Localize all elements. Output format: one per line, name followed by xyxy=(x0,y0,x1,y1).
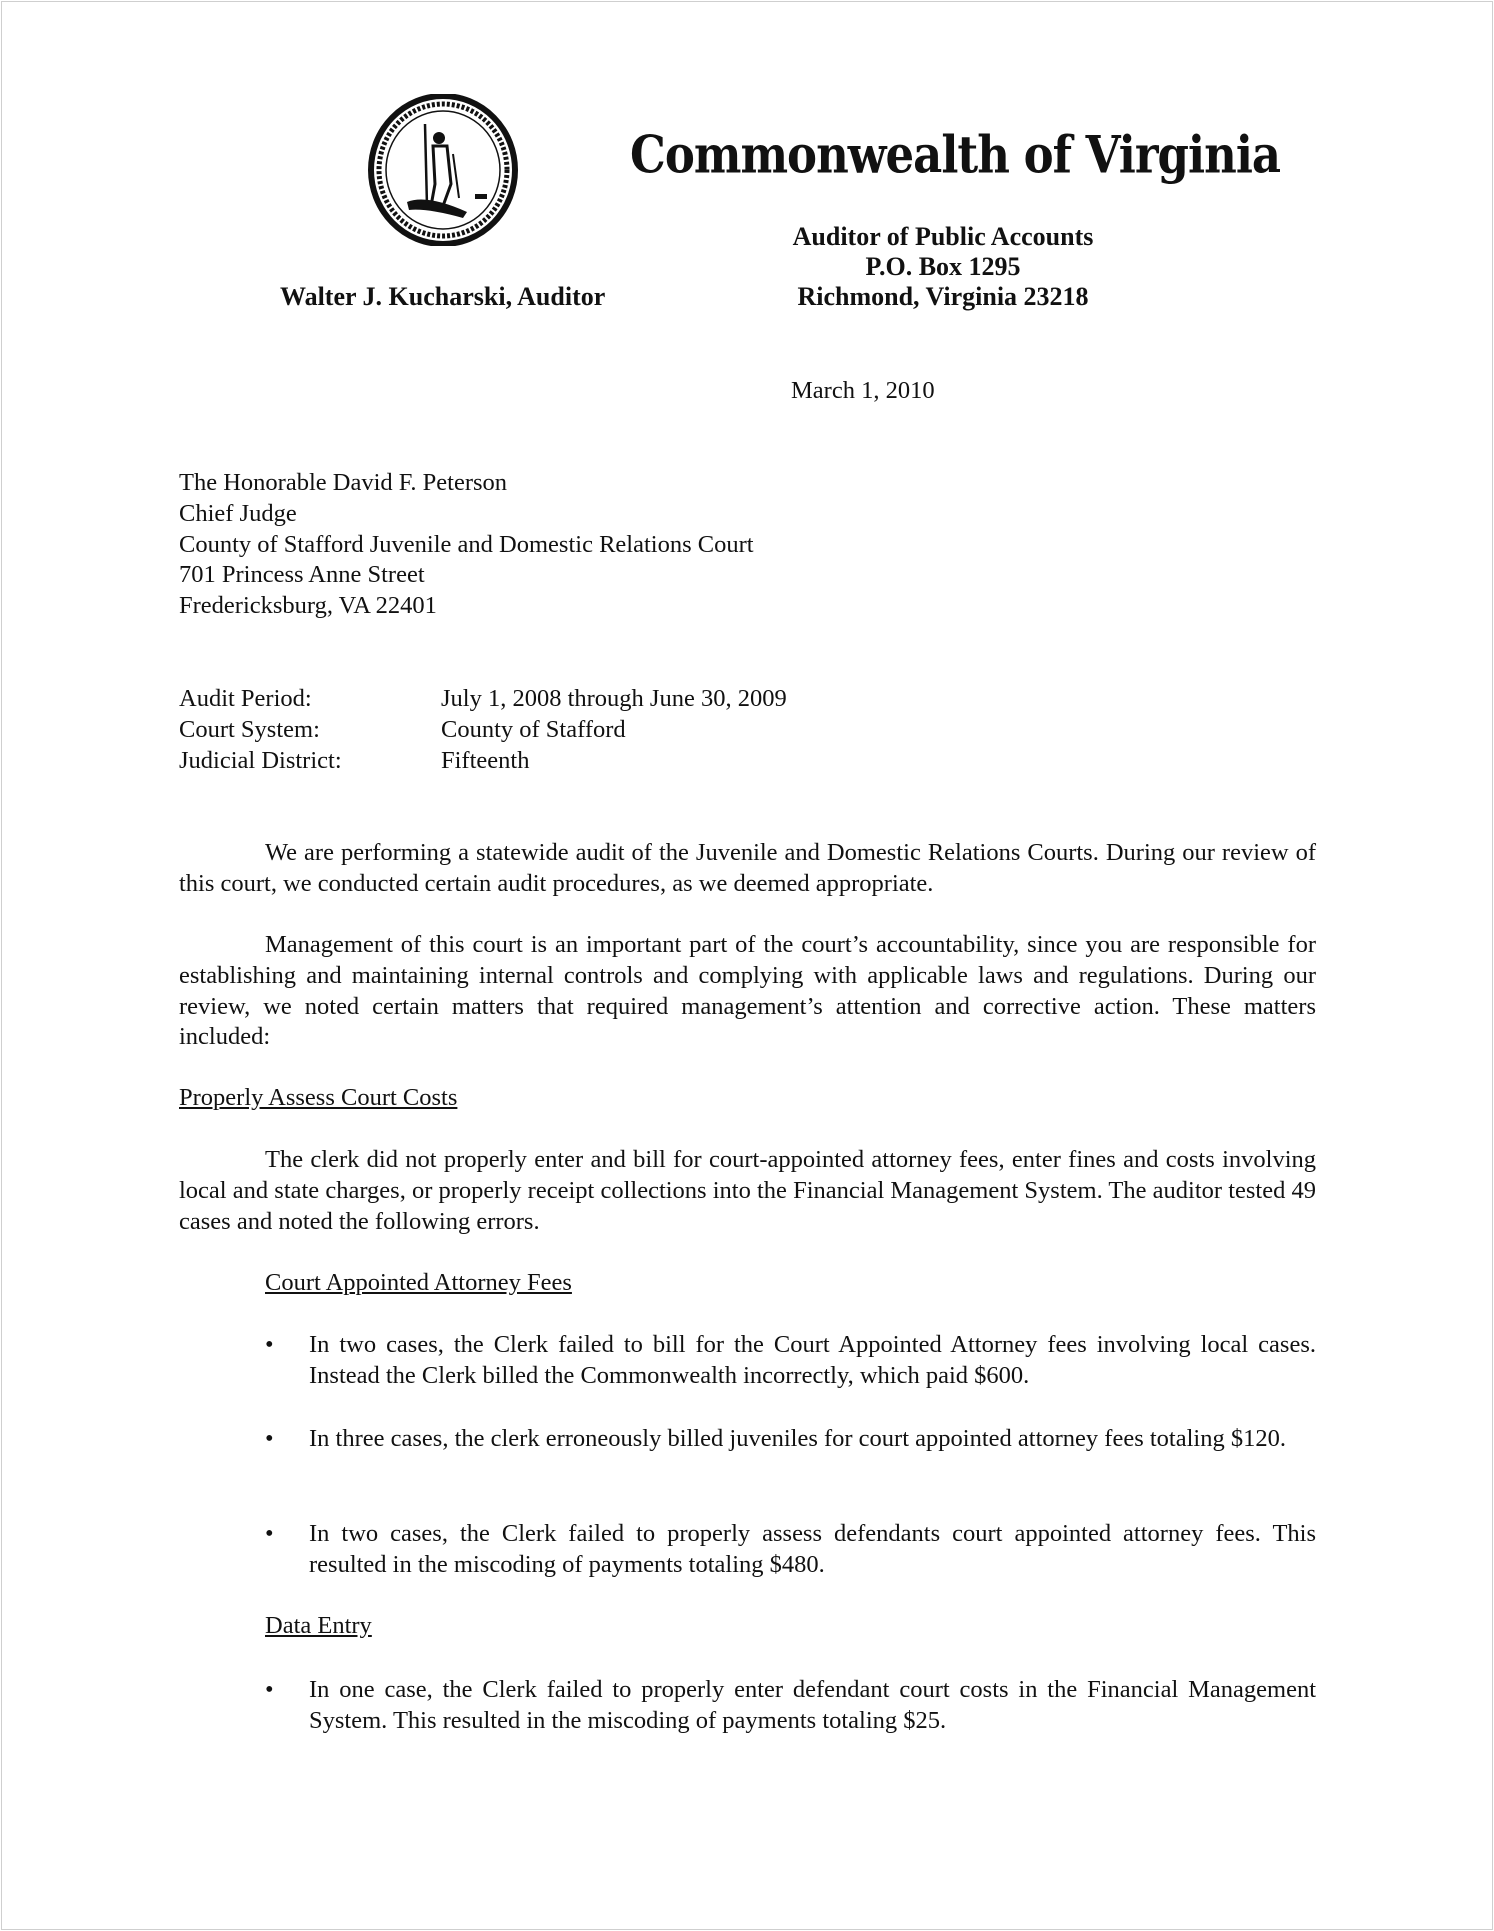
paragraph: The clerk did not properly enter and bill for court-appointed attorney fees, enter fines and costs involving local and state charges, or properly receipt collections into the Financial Management System. The auditor tested 49 cases and noted the following errors. xyxy=(179,1146,1316,1235)
letter-date: March 1, 2010 xyxy=(791,377,935,404)
list-item xyxy=(265,1330,1316,1392)
recipient-line: The Honorable David F. Peterson xyxy=(179,469,508,496)
list-item-text: In one case, the Clerk failed to properly enter defendant court costs in the Financial Management System. This resulted in the miscoding of payments totaling $25. xyxy=(309,1676,1316,1734)
audit-info-row xyxy=(179,715,787,746)
subsection-heading: Court Appointed Attorney Fees xyxy=(265,1269,572,1296)
paragraph: Management of this court is an important part of the court’s accountability, since you are responsible for establishing and maintaining internal controls and complying with applicable laws and regulations. During our review, we noted certain matters that required management’s attention and corrective action. These matters included: xyxy=(179,931,1316,1051)
subsection-heading: Data Entry xyxy=(265,1612,372,1639)
audit-info-value: July 1, 2008 through June 30, 2009 xyxy=(441,685,787,712)
audit-info xyxy=(179,684,787,776)
list-item xyxy=(265,1424,1316,1455)
audit-info-label: Court System: xyxy=(179,715,320,743)
list-item xyxy=(265,1519,1316,1581)
audit-info-value: County of Stafford xyxy=(441,715,626,743)
virginia-seal-logo xyxy=(367,94,519,246)
recipient-line: County of Stafford Juvenile and Domestic Relations Court xyxy=(179,530,754,558)
auditor-name: Walter J. Kucharski, Auditor xyxy=(280,282,606,311)
bullet-icon: • xyxy=(265,1425,274,1452)
bullet-icon: • xyxy=(265,1331,274,1358)
audit-info-label: Audit Period: xyxy=(179,685,312,712)
bullet-icon: • xyxy=(265,1676,274,1703)
letterhead-title: Commonwealth of Virginia xyxy=(630,124,1281,185)
list-item-text: In two cases, the Clerk failed to properly assess defendants court appointed attorney fees. This resulted in the miscoding of payments totaling $480. xyxy=(309,1520,1316,1578)
section-heading: Properly Assess Court Costs xyxy=(179,1084,458,1111)
po-box: P.O. Box 1295 xyxy=(865,252,1021,281)
bullet-icon: • xyxy=(265,1520,274,1547)
audit-info-label: Judicial District: xyxy=(179,746,342,774)
audit-info-value: Fifteenth xyxy=(441,746,530,774)
list-item xyxy=(265,1675,1316,1737)
list-item-text: In two cases, the Clerk failed to bill for the Court Appointed Attorney fees involving local cases. Instead the Clerk billed the Commonwealth incorrectly, which paid $600. xyxy=(309,1331,1316,1389)
audit-info-row xyxy=(179,684,787,715)
office-name: Auditor of Public Accounts xyxy=(792,222,1094,251)
list-item-text: In three cases, the clerk erroneously billed juveniles for court appointed attorney fees totaling $120. xyxy=(309,1425,1286,1452)
recipient-line: 701 Princess Anne Street xyxy=(179,561,425,589)
office-city: Richmond, Virginia 23218 xyxy=(797,282,1089,311)
paragraph: We are performing a statewide audit of the Juvenile and Domestic Relations Courts. During our review of this court, we conducted certain audit procedures, as we deemed appropriate. xyxy=(179,839,1316,897)
office-address xyxy=(743,222,1143,312)
recipient-line: Chief Judge xyxy=(179,499,297,527)
audit-info-row xyxy=(179,746,787,777)
recipient-address xyxy=(179,468,754,622)
recipient-line: Fredericksburg, VA 22401 xyxy=(179,592,437,620)
